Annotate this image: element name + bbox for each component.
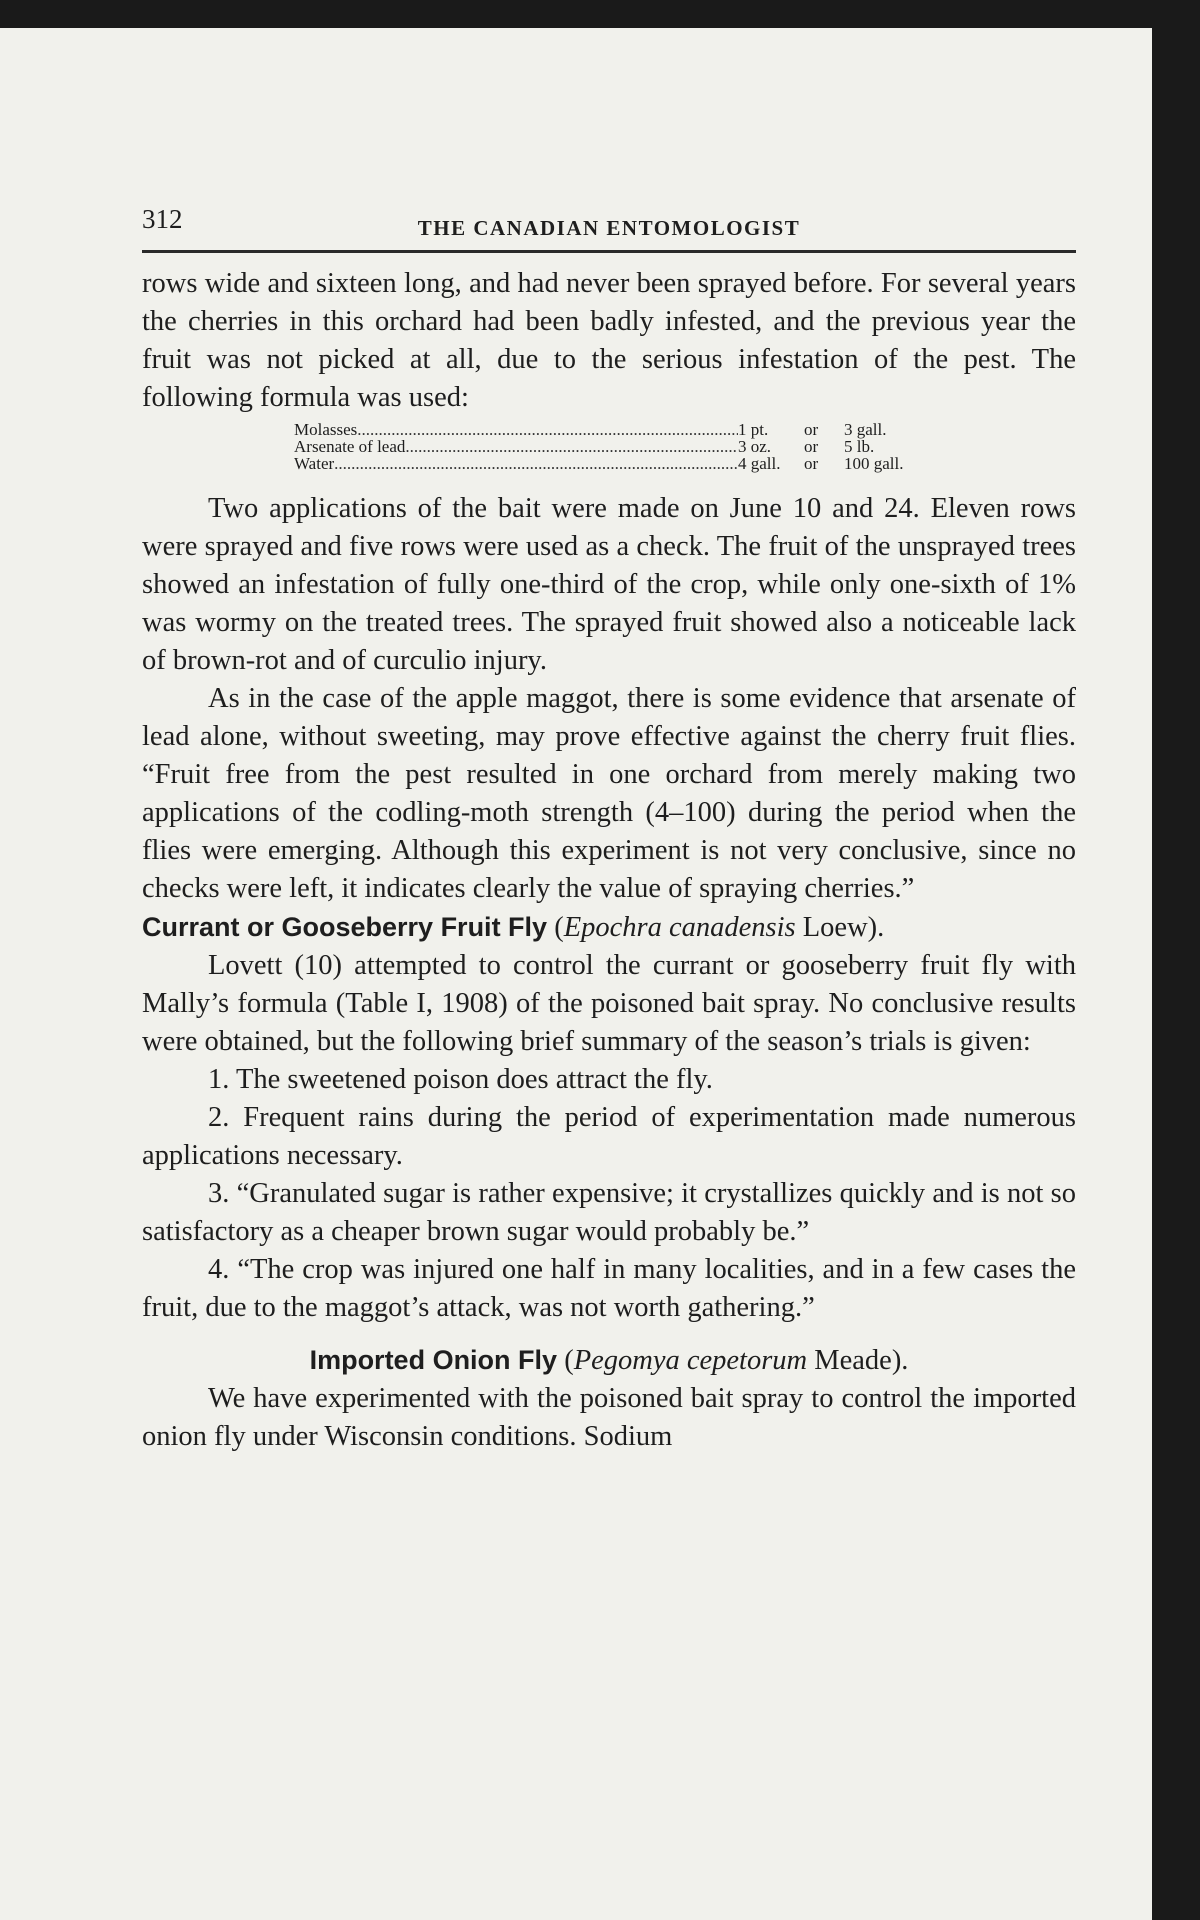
section-heading: [142, 1341, 1076, 1380]
paragraph: Two applications of the bait were made on June 10 and 24. Eleven rows were sprayed and five rows were used as a check. The fruit of the unsprayed trees showed an infestation of fully one-third of the crop, while only one-sixth of 1% was wormy on the treated trees. The sprayed fruit showed also a noticeable lack of brown-rot and of curculio injury.: [142, 493, 1076, 676]
formula-or: or: [804, 420, 819, 439]
formula-amount: 1 pt.: [738, 420, 769, 439]
formula-alt-amount: 100 gall.: [844, 454, 904, 473]
section-title: Currant or Gooseberry Fruit Fly: [142, 912, 548, 942]
leader-dots: [357, 421, 738, 438]
article-body: [142, 265, 1076, 1456]
species-authority: Meade).: [807, 1345, 909, 1376]
paragraph: rows wide and sixteen long, and had never been sprayed before. For several years the cherries in this orchard had been badly infested, and the previous year the fruit was not picked at all, due to the serious infestation of the pest. The following formula was used:: [142, 268, 1076, 413]
paragraph: We have experimented with the poisoned bait spray to control the imported onion fly under Wisconsin conditions. Sodium: [142, 1383, 1076, 1452]
header-rule: [142, 250, 1076, 253]
formula-amount: 3 oz.: [738, 437, 772, 456]
paragraph: As in the case of the apple maggot, there is some evidence that arsenate of lead alone, without sweeting, may prove effective against the cherry fruit flies. “Fruit free from the pest resulted in one orchard from merely making two applications of the codling-moth strength (4–100) during the period when the flies were emerging. Although this experiment is not very conclusive, since no checks were left, it indicates clearly the value of spraying cherries.”: [142, 683, 1076, 904]
formula-table: [294, 421, 924, 472]
formula-or: or: [804, 437, 819, 456]
species-authority: Loew).: [795, 912, 885, 943]
heading-paren-open: (: [547, 912, 564, 943]
formula-row: [294, 438, 924, 455]
leader-dots: [334, 455, 738, 472]
journal-title: THE CANADIAN ENTOMOLOGIST: [417, 216, 801, 240]
formula-amount: 4 gall.: [738, 454, 781, 473]
page-content: [142, 196, 1076, 1456]
running-head: [142, 196, 1076, 246]
formula-ingredient: Arsenate of lead: [294, 437, 406, 456]
formula-ingredient: Water: [294, 454, 335, 473]
book-page: [0, 28, 1152, 1920]
formula-row: [294, 421, 924, 438]
formula-or: or: [804, 454, 819, 473]
scientific-name: Epochra canadensis: [563, 912, 796, 943]
list-item: 1. The sweetened poison does attract the fly.: [208, 1064, 713, 1095]
page-number: 312: [142, 204, 183, 234]
formula-alt-amount: 3 gall.: [844, 420, 887, 439]
formula-alt-amount: 5 lb.: [844, 437, 875, 456]
section-title: Imported Onion Fly: [309, 1345, 558, 1375]
formula-row: [294, 455, 924, 472]
scientific-name: Pegomya cepetorum: [573, 1345, 808, 1376]
list-item: 3. “Granulated sugar is rather expensive; it crystallizes quickly and is not so satisfactory as a cheaper brown sugar would probably be.”: [142, 1178, 1076, 1247]
section-heading: [142, 908, 1076, 947]
list-item: 2. Frequent rains during the period of experimentation made numerous applications necessary.: [142, 1102, 1076, 1171]
leader-dots: [405, 438, 738, 455]
heading-paren-open: (: [557, 1345, 574, 1376]
formula-ingredient: Molasses: [294, 420, 358, 439]
paragraph: Lovett (10) attempted to control the currant or gooseberry fruit fly with Mally’s formula (Table I, 1908) of the poisoned bait spray. No conclusive results were obtained, but the following brief summary of the season’s trials is given:: [142, 950, 1076, 1057]
list-item: 4. “The crop was injured one half in many localities, and in a few cases the fruit, due to the maggot’s attack, was not worth gathering.”: [142, 1254, 1076, 1323]
